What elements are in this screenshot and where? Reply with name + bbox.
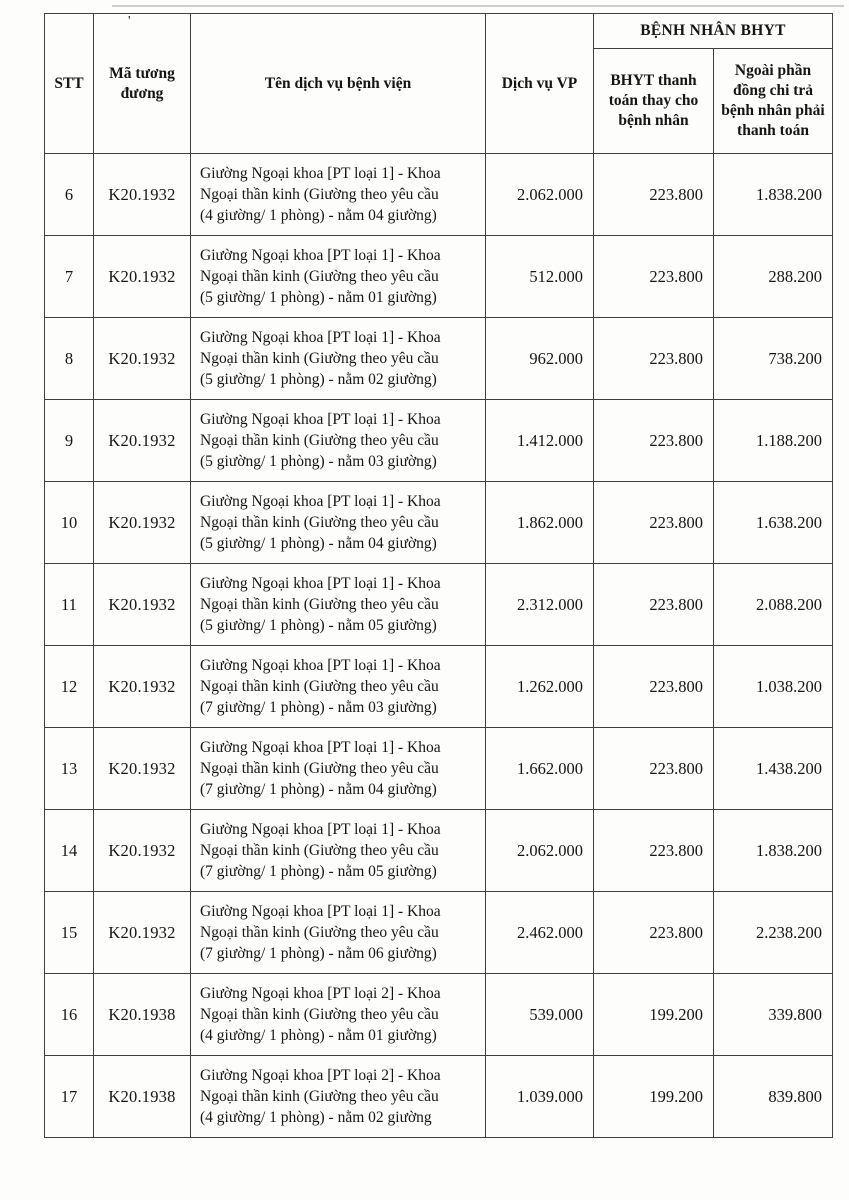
cell-vp-amount: 2.062.000 xyxy=(486,154,594,236)
cell-stt: 13 xyxy=(45,728,94,810)
cell-bhyt-amount: 223.800 xyxy=(594,728,714,810)
cell-copay-amount: 1.038.200 xyxy=(714,646,833,728)
cell-stt: 17 xyxy=(45,1056,94,1138)
cell-bhyt-amount: 223.800 xyxy=(594,892,714,974)
cell-code: K20.1932 xyxy=(94,236,191,318)
cell-bhyt-amount: 223.800 xyxy=(594,154,714,236)
cell-service-name: Giường Ngoại khoa [PT loại 1] - Khoa Ngoại thần kinh (Giường theo yêu cầu (7 giường/ 1 phòng) - nằm 04 giường) xyxy=(191,728,486,810)
col-header-service-name: Tên dịch vụ bệnh viện xyxy=(191,14,486,154)
col-header-stt: STT xyxy=(45,14,94,154)
cell-service-name: Giường Ngoại khoa [PT loại 1] - Khoa Ngoại thần kinh (Giường theo yêu cầu (5 giường/ 1 phòng) - nằm 03 giường) xyxy=(191,400,486,482)
cell-vp-amount: 962.000 xyxy=(486,318,594,400)
cell-copay-amount: 339.800 xyxy=(714,974,833,1056)
table-row xyxy=(45,318,833,400)
scan-artifact-mark: ' xyxy=(128,14,131,29)
table-row xyxy=(45,154,833,236)
cell-copay-amount: 2.238.200 xyxy=(714,892,833,974)
cell-stt: 14 xyxy=(45,810,94,892)
cell-code: K20.1932 xyxy=(94,318,191,400)
table-row xyxy=(45,646,833,728)
table-header xyxy=(45,14,833,154)
cell-code: K20.1932 xyxy=(94,154,191,236)
cell-stt: 10 xyxy=(45,482,94,564)
cell-service-name: Giường Ngoại khoa [PT loại 2] - Khoa Ngoại thần kinh (Giường theo yêu cầu (4 giường/ 1 phòng) - nằm 01 giường) xyxy=(191,974,486,1056)
col-header-bhyt-patient-group: BỆNH NHÂN BHYT xyxy=(594,14,833,49)
col-header-bhyt-pays: BHYT thanh toán thay cho bệnh nhân xyxy=(594,49,714,154)
table-row xyxy=(45,728,833,810)
cell-bhyt-amount: 223.800 xyxy=(594,236,714,318)
cell-copay-amount: 1.838.200 xyxy=(714,810,833,892)
cell-vp-amount: 2.462.000 xyxy=(486,892,594,974)
cell-service-name: Giường Ngoại khoa [PT loại 1] - Khoa Ngoại thần kinh (Giường theo yêu cầu (5 giường/ 1 phòng) - nằm 01 giường) xyxy=(191,236,486,318)
cell-vp-amount: 2.312.000 xyxy=(486,564,594,646)
col-header-equivalent-code: Mã tương đương xyxy=(94,14,191,154)
cell-code: K20.1932 xyxy=(94,892,191,974)
table-row xyxy=(45,892,833,974)
cell-vp-amount: 539.000 xyxy=(486,974,594,1056)
cell-service-name: Giường Ngoại khoa [PT loại 1] - Khoa Ngoại thần kinh (Giường theo yêu cầu (4 giường/ 1 phòng) - nằm 04 giường) xyxy=(191,154,486,236)
cell-service-name: Giường Ngoại khoa [PT loại 1] - Khoa Ngoại thần kinh (Giường theo yêu cầu (7 giường/ 1 phòng) - nằm 06 giường) xyxy=(191,892,486,974)
cell-copay-amount: 1.188.200 xyxy=(714,400,833,482)
cell-bhyt-amount: 223.800 xyxy=(594,318,714,400)
cell-code: K20.1932 xyxy=(94,400,191,482)
scan-artifact-line xyxy=(112,5,844,7)
table-row xyxy=(45,564,833,646)
cell-bhyt-amount: 199.200 xyxy=(594,1056,714,1138)
cell-bhyt-amount: 223.800 xyxy=(594,646,714,728)
table-row xyxy=(45,810,833,892)
table-row xyxy=(45,1056,833,1138)
cell-copay-amount: 288.200 xyxy=(714,236,833,318)
cell-vp-amount: 1.262.000 xyxy=(486,646,594,728)
cell-stt: 9 xyxy=(45,400,94,482)
cell-vp-amount: 512.000 xyxy=(486,236,594,318)
cell-code: K20.1932 xyxy=(94,646,191,728)
cell-code: K20.1932 xyxy=(94,728,191,810)
cell-stt: 12 xyxy=(45,646,94,728)
cell-stt: 15 xyxy=(45,892,94,974)
table-row xyxy=(45,236,833,318)
table-body xyxy=(45,154,833,1138)
cell-bhyt-amount: 199.200 xyxy=(594,974,714,1056)
col-header-patient-copay: Ngoài phần đồng chi trả bệnh nhân phải thanh toán xyxy=(714,49,833,154)
col-header-vp-service: Dịch vụ VP xyxy=(486,14,594,154)
cell-bhyt-amount: 223.800 xyxy=(594,482,714,564)
cell-service-name: Giường Ngoại khoa [PT loại 1] - Khoa Ngoại thần kinh (Giường theo yêu cầu (7 giường/ 1 phòng) - nằm 03 giường) xyxy=(191,646,486,728)
table-row xyxy=(45,400,833,482)
cell-code: K20.1932 xyxy=(94,564,191,646)
table-row xyxy=(45,482,833,564)
cell-vp-amount: 1.412.000 xyxy=(486,400,594,482)
cell-stt: 11 xyxy=(45,564,94,646)
cell-stt: 7 xyxy=(45,236,94,318)
cell-vp-amount: 1.662.000 xyxy=(486,728,594,810)
hospital-fee-table xyxy=(44,13,833,1138)
cell-vp-amount: 1.862.000 xyxy=(486,482,594,564)
cell-copay-amount: 1.638.200 xyxy=(714,482,833,564)
cell-service-name: Giường Ngoại khoa [PT loại 2] - Khoa Ngoại thần kinh (Giường theo yêu cầu (4 giường/ 1 phòng) - nằm 02 giường xyxy=(191,1056,486,1138)
cell-stt: 16 xyxy=(45,974,94,1056)
cell-copay-amount: 1.438.200 xyxy=(714,728,833,810)
cell-copay-amount: 1.838.200 xyxy=(714,154,833,236)
cell-copay-amount: 2.088.200 xyxy=(714,564,833,646)
cell-service-name: Giường Ngoại khoa [PT loại 1] - Khoa Ngoại thần kinh (Giường theo yêu cầu (5 giường/ 1 phòng) - nằm 04 giường) xyxy=(191,482,486,564)
table-row xyxy=(45,974,833,1056)
cell-code: K20.1938 xyxy=(94,974,191,1056)
cell-code: K20.1932 xyxy=(94,482,191,564)
cell-vp-amount: 2.062.000 xyxy=(486,810,594,892)
cell-bhyt-amount: 223.800 xyxy=(594,400,714,482)
cell-vp-amount: 1.039.000 xyxy=(486,1056,594,1138)
cell-stt: 8 xyxy=(45,318,94,400)
cell-service-name: Giường Ngoại khoa [PT loại 1] - Khoa Ngoại thần kinh (Giường theo yêu cầu (5 giường/ 1 phòng) - nằm 05 giường) xyxy=(191,564,486,646)
cell-stt: 6 xyxy=(45,154,94,236)
cell-copay-amount: 839.800 xyxy=(714,1056,833,1138)
cell-service-name: Giường Ngoại khoa [PT loại 1] - Khoa Ngoại thần kinh (Giường theo yêu cầu (5 giường/ 1 phòng) - nằm 02 giường) xyxy=(191,318,486,400)
cell-service-name: Giường Ngoại khoa [PT loại 1] - Khoa Ngoại thần kinh (Giường theo yêu cầu (7 giường/ 1 phòng) - nằm 05 giường) xyxy=(191,810,486,892)
cell-code: K20.1932 xyxy=(94,810,191,892)
cell-bhyt-amount: 223.800 xyxy=(594,810,714,892)
cell-bhyt-amount: 223.800 xyxy=(594,564,714,646)
cell-code: K20.1938 xyxy=(94,1056,191,1138)
cell-copay-amount: 738.200 xyxy=(714,318,833,400)
